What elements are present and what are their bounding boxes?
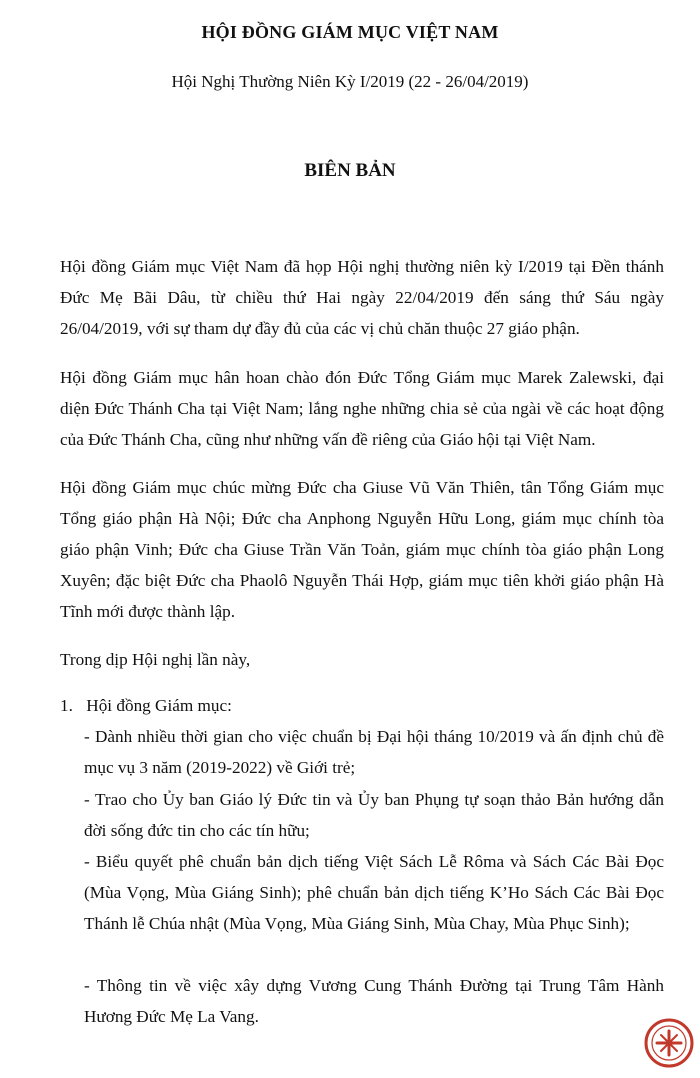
paragraph-meeting-info: Hội đồng Giám mục Việt Nam đã họp Hội nghị thường niên kỳ I/2019 tại Đền thánh Đức Mẹ Bãi Dâu, từ chiều thứ Hai ngày 22/04/2019 đến sáng thứ Sáu ngày 26/04/2019, với sự tham dự đầy đủ của các vị chủ chăn thuộc 27 giáo phận. <box>60 257 664 338</box>
paragraph-nuncio-welcome: Hội đồng Giám mục hân hoan chào đón Đức Tổng Giám mục Marek Zalewski, đại diện Đức Thánh Cha tại Việt Nam; lắng nghe những chia sẻ của ngài về các hoạt động của Đức Thánh Cha, cũng như những vấn đề riêng của Giáo hội tại Việt Nam. <box>60 368 664 449</box>
sub-item-translation-approval: - Biểu quyết phê chuẩn bản dịch tiếng Việt Sách Lễ Rôma và Sách Các Bài Đọc (Mùa Vọng, Mùa Giáng Sinh); phê chuẩn bản dịch tiếng K’Ho Sách Các Bài Đọc Thánh lễ Chúa nhật (Mùa Vọng, Mùa Giáng Sinh, Mùa Chay, Mùa Phục Sinh); <box>84 852 664 933</box>
paragraph-intro-list: Trong dịp Hội nghị lần này, <box>60 650 251 669</box>
list-item-conference <box>60 690 664 721</box>
organization-title: HỘI ĐỒNG GIÁM MỤC VIỆT NAM <box>201 22 499 42</box>
document-title: BIÊN BẢN <box>304 160 396 181</box>
sub-item-faith-guide: - Trao cho Ủy ban Giáo lý Đức tin và Ủy ban Phụng tự soạn thảo Bản hướng dẫn đời sống đức tin cho các tín hữu; <box>84 790 664 840</box>
list-heading: Hội đồng Giám mục: <box>86 696 232 715</box>
sub-item-basilica-info: - Thông tin về việc xây dựng Vương Cung Thánh Đường tại Trung Tâm Hành Hương Đức Mẹ La Vang. <box>84 976 664 1026</box>
seal-center-dot <box>666 1040 672 1046</box>
sub-item-youth-assembly: - Dành nhiều thời gian cho việc chuẩn bị Đại hội tháng 10/2019 và ấn định chủ đề mục vụ 3 năm (2019-2022) về Giới trẻ; <box>84 727 664 777</box>
list-number: 1. <box>60 696 73 715</box>
paragraph-congratulations: Hội đồng Giám mục chúc mừng Đức cha Giuse Vũ Văn Thiên, tân Tổng Giám mục Tổng giáo phận Hà Nội; Đức cha Anphong Nguyễn Hữu Long, giám mục chính tòa giáo phận Vinh; Đức cha Giuse Trần Văn Toản, giám mục chính tòa giáo phận Long Xuyên; đặc biệt Đức cha Phaolô Nguyễn Thái Hợp, giám mục tiên khởi giáo phận Hà Tĩnh mới được thành lập. <box>60 478 664 621</box>
meeting-subtitle: Hội Nghị Thường Niên Kỳ I/2019 (22 - 26/04/2019) <box>171 72 529 91</box>
episcopal-seal-icon <box>644 1018 694 1068</box>
